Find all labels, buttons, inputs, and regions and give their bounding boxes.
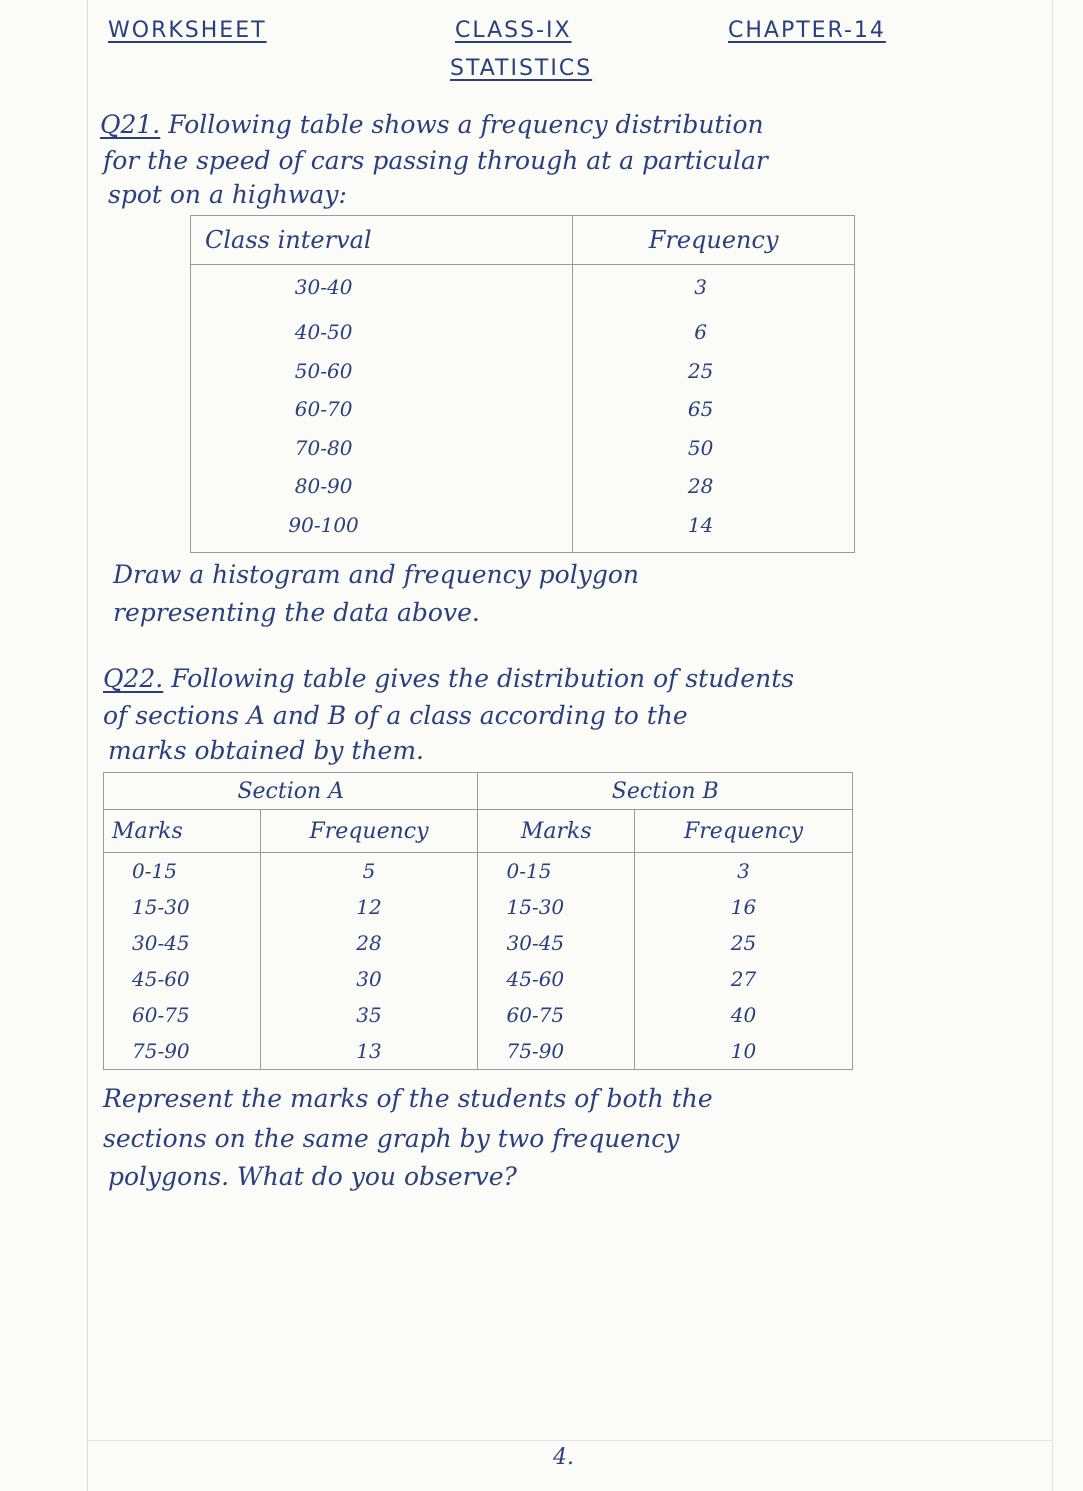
frequency-cell: 6 (573, 320, 855, 359)
q21-instruction-2: representing the data above. (113, 598, 480, 627)
frequency-a-cell: 5 (260, 853, 478, 890)
page-number: 4. (553, 1445, 574, 1470)
frequency-b-header: Frequency (635, 810, 853, 853)
frequency-b-cell: 10 (635, 1033, 853, 1070)
class-interval-cell: 60-70 (191, 397, 573, 436)
frequency-header: Frequency (573, 216, 855, 265)
marks-b-cell: 75-90 (478, 1033, 635, 1070)
table-row (191, 359, 855, 398)
class-interval-cell: 90-100 (191, 513, 573, 552)
chapter-heading: CHAPTER-14 (728, 18, 886, 43)
marks-a-cell: 0-15 (104, 853, 261, 890)
q22-label: Q22. (103, 664, 164, 693)
right-margin-line (1052, 0, 1053, 1491)
table-row (191, 436, 855, 475)
frequency-cell: 28 (573, 474, 855, 513)
section-a-header: Section A (104, 773, 478, 810)
q22-line-1 (103, 660, 794, 698)
marks-a-cell: 60-75 (104, 997, 261, 1033)
frequency-a-cell: 12 (260, 889, 478, 925)
table-row (104, 853, 853, 890)
marks-b-header: Marks (478, 810, 635, 853)
q21-text-2: for the speed of cars passing through at a particular (103, 146, 768, 175)
sections-marks-table (103, 772, 853, 1070)
frequency-b-cell: 27 (635, 961, 853, 997)
frequency-cell: 65 (573, 397, 855, 436)
frequency-a-header: Frequency (260, 810, 478, 853)
q22-instruction-1: Represent the marks of the students of both the (103, 1084, 713, 1113)
q22-text-3: marks obtained by them. (108, 736, 425, 765)
speed-frequency-table (190, 215, 855, 553)
worksheet-heading: WORKSHEET (108, 18, 267, 43)
left-margin-line (87, 0, 88, 1491)
class-interval-cell: 50-60 (191, 359, 573, 398)
table-row (104, 925, 853, 961)
frequency-a-cell: 13 (260, 1033, 478, 1070)
q22-instruction-2: sections on the same graph by two frequency (103, 1124, 680, 1153)
frequency-cell: 50 (573, 436, 855, 475)
table-row (191, 320, 855, 359)
marks-b-cell: 60-75 (478, 997, 635, 1033)
frequency-cell: 25 (573, 359, 855, 398)
frequency-a-cell: 35 (260, 997, 478, 1033)
table-row (191, 265, 855, 321)
q22-instruction-3: polygons. What do you observe? (108, 1162, 517, 1191)
q22-text-1: Following table gives the distribution of students (171, 664, 795, 693)
marks-a-cell: 30-45 (104, 925, 261, 961)
class-interval-cell: 40-50 (191, 320, 573, 359)
marks-a-cell: 45-60 (104, 961, 261, 997)
class-interval-cell: 30-40 (191, 265, 573, 321)
table-row (104, 1033, 853, 1070)
marks-a-cell: 75-90 (104, 1033, 261, 1070)
frequency-a-cell: 28 (260, 925, 478, 961)
q21-instruction-1: Draw a histogram and frequency polygon (113, 560, 639, 589)
marks-b-cell: 15-30 (478, 889, 635, 925)
subject-heading: STATISTICS (450, 56, 593, 81)
class-interval-header: Class interval (191, 216, 573, 265)
table-row (104, 961, 853, 997)
marks-b-cell: 30-45 (478, 925, 635, 961)
table-row (191, 513, 855, 552)
frequency-b-cell: 25 (635, 925, 853, 961)
class-interval-cell: 70-80 (191, 436, 573, 475)
marks-b-cell: 0-15 (478, 853, 635, 890)
table-row (191, 397, 855, 436)
q21-label: Q21. (100, 110, 161, 139)
class-interval-cell: 80-90 (191, 474, 573, 513)
marks-a-header: Marks (104, 810, 261, 853)
table-row (104, 997, 853, 1033)
marks-b-cell: 45-60 (478, 961, 635, 997)
q21-text-1: Following table shows a frequency distribution (168, 110, 764, 139)
q22-text-2: of sections A and B of a class according to the (103, 701, 688, 730)
table-row (104, 889, 853, 925)
frequency-b-cell: 40 (635, 997, 853, 1033)
class-heading: CLASS-IX (455, 18, 572, 43)
table-row (191, 474, 855, 513)
q21-text-3: spot on a highway: (108, 180, 347, 209)
q21-line-1 (100, 106, 764, 144)
frequency-cell: 3 (573, 265, 855, 321)
footer-rule (88, 1440, 1052, 1441)
frequency-b-cell: 3 (635, 853, 853, 890)
frequency-a-cell: 30 (260, 961, 478, 997)
frequency-cell: 14 (573, 513, 855, 552)
section-b-header: Section B (478, 773, 853, 810)
frequency-b-cell: 16 (635, 889, 853, 925)
marks-a-cell: 15-30 (104, 889, 261, 925)
